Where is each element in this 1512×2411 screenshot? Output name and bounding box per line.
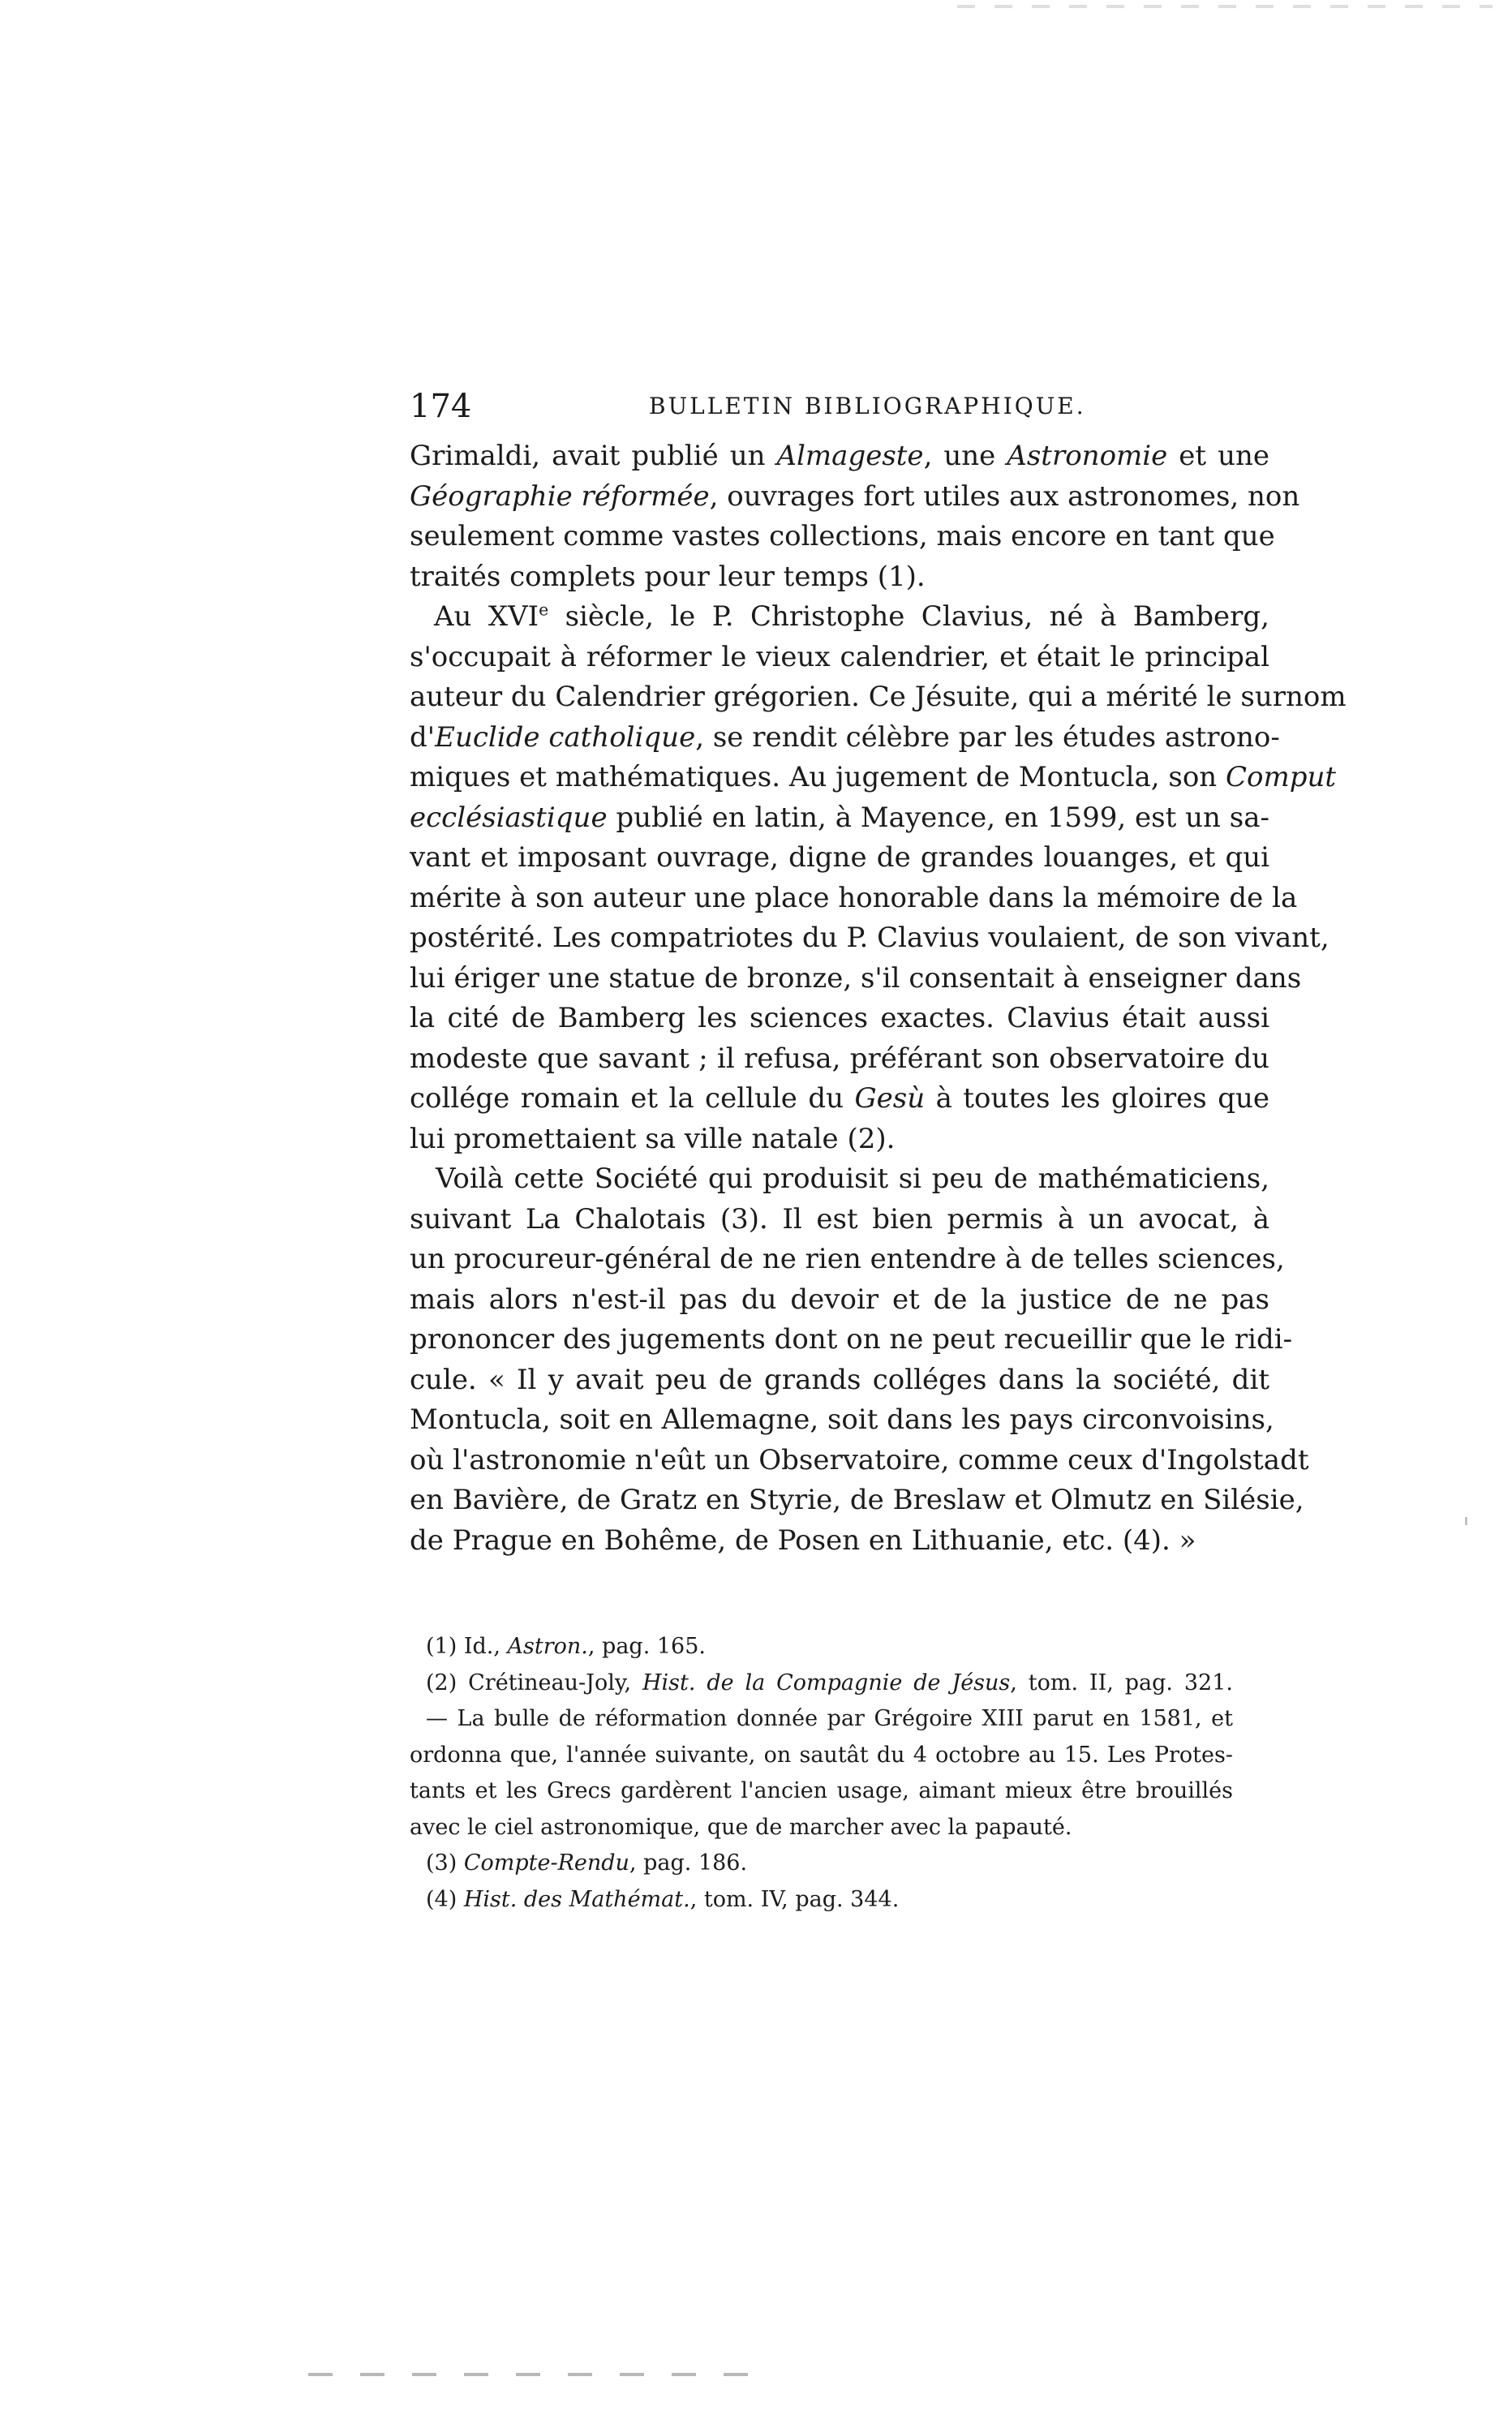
scan-speck bbox=[1465, 1517, 1467, 1525]
text-line: Montucla, soit en Allemagne, soit dans les pays circonvoisins, bbox=[410, 1403, 1274, 1436]
footnote-2-line: avec le ciel astronomique, que de marcher avec la papauté. bbox=[410, 1814, 1072, 1840]
text-line: cule. « Il y avait peu de grands colléges dans la société, dit bbox=[410, 1363, 1269, 1396]
text-line: postérité. Les compatriotes du P. Clavius voulaient, de son vivant, bbox=[410, 922, 1329, 954]
text-line: collége romain et la cellule du Gesù à toutes les gloires que bbox=[410, 1082, 1270, 1115]
text-line: Géographie réformée, ouvrages fort utiles aux astronomes, non bbox=[410, 479, 1300, 513]
scan-artifact-top bbox=[957, 5, 1493, 8]
footnote-1: (1) Id., Astron., pag. 165. bbox=[426, 1634, 706, 1659]
text-line: mérite à son auteur une place honorable dans la mémoire de la bbox=[410, 881, 1298, 914]
text-line: d'Euclide catholique, se rendit célèbre par les études astrono- bbox=[410, 720, 1280, 754]
text-line: où l'astronomie n'eût un Observatoire, comme ceux d'Ingolstadt bbox=[410, 1443, 1309, 1476]
text-line: en Bavière, de Gratz en Styrie, de Breslaw et Olmutz en Silésie, bbox=[410, 1484, 1304, 1516]
text-line: prononcer des jugements dont on ne peut recueillir que le ridi- bbox=[410, 1323, 1293, 1356]
footnote-4: (4) Hist. des Mathémat., tom. IV, pag. 344. bbox=[426, 1886, 900, 1912]
text-line: miques et mathématiques. Au jugement de Montucla, son Comput bbox=[410, 761, 1337, 793]
text-line: lui ériger une statue de bronze, s'il consentait à enseigner dans bbox=[410, 961, 1302, 995]
text-line: Grimaldi, avait publié un Almageste, une Astronomie et une bbox=[410, 440, 1269, 472]
text-line: modeste que savant ; il refusa, préférant son observatoire du bbox=[410, 1042, 1269, 1075]
scan-artifact-bottom bbox=[308, 2373, 762, 2376]
text-line: de Prague en Bohême, de Posen en Lithuanie, etc. (4). » bbox=[410, 1524, 1196, 1557]
page-header bbox=[410, 388, 1432, 428]
footnote-2-line: — La bulle de réformation donnée par Grégoire XIII parut en 1581, et bbox=[426, 1706, 1233, 1731]
footnote-2: (2) Crétineau-Joly, Hist. de la Compagnie de Jésus, tom. II, pag. 321. bbox=[426, 1670, 1233, 1695]
text-line: auteur du Calendrier grégorien. Ce Jésuite, qui a mérité le surnom bbox=[410, 681, 1347, 713]
page-number: 174 bbox=[410, 388, 472, 425]
footnote-3: (3) Compte-Rendu, pag. 186. bbox=[426, 1850, 748, 1876]
text-line: Voilà cette Société qui produisit si peu de mathématiciens, bbox=[436, 1163, 1269, 1195]
text-line: un procureur-général de ne rien entendre à de telles sciences, bbox=[410, 1243, 1285, 1275]
body-text bbox=[410, 436, 1347, 1561]
text-line: la cité de Bamberg les sciences exactes. Clavius était aussi bbox=[410, 1002, 1269, 1034]
text-line: Au XVIe siècle, le P. Christophe Clavius, né à Bamberg, bbox=[434, 600, 1269, 633]
text-line: mais alors n'est-il pas du devoir et de la justice de ne pas bbox=[410, 1283, 1269, 1316]
footnotes bbox=[410, 1629, 1233, 1918]
text-line: s'occupait à réformer le vieux calendrier, et était le principal bbox=[410, 640, 1269, 673]
footnote-2-line: tants et les Grecs gardèrent l'ancien usage, aimant mieux être brouillés bbox=[410, 1778, 1233, 1803]
text-line: seulement comme vastes collections, mais encore en tant que bbox=[410, 520, 1275, 552]
footnote-2-line: ordonna que, l'année suivante, on sautât du 4 octobre au 15. Les Protes- bbox=[410, 1742, 1233, 1768]
text-line: ecclésiastique publié en latin, à Mayence, en 1599, est un sa- bbox=[410, 801, 1269, 834]
text-line: suivant La Chalotais (3). Il est bien permis à un avocat, à bbox=[410, 1202, 1269, 1236]
text-line: traités complets pour leur temps (1). bbox=[410, 560, 926, 593]
text-line: lui promettaient sa ville natale (2). bbox=[410, 1122, 896, 1155]
text-line: vant et imposant ouvrage, digne de grandes louanges, et qui bbox=[410, 841, 1269, 874]
running-title: BULLETIN BIBLIOGRAPHIQUE. bbox=[649, 393, 1086, 419]
